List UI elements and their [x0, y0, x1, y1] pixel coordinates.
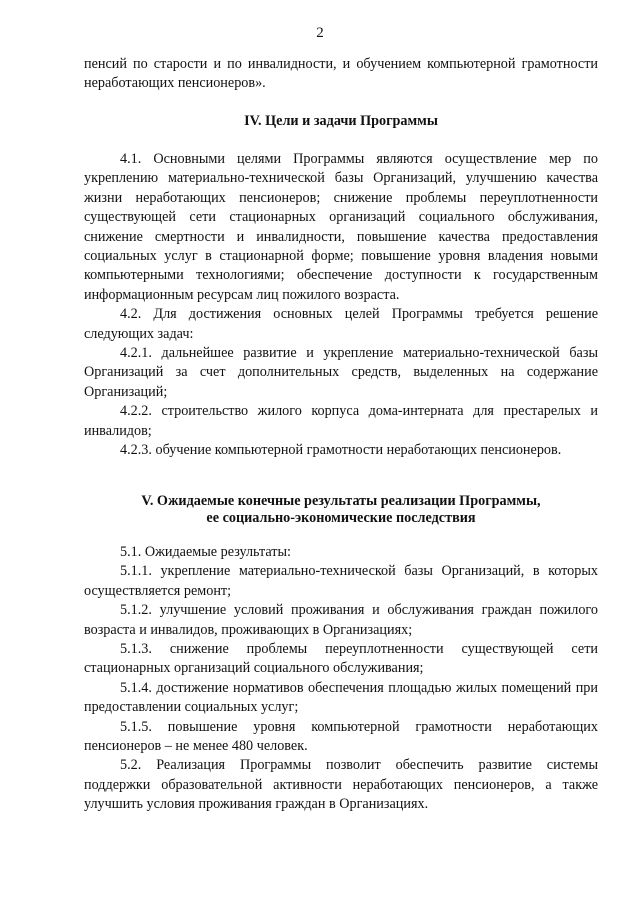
section-5-heading-block — [84, 493, 598, 527]
paragraph-5-2: 5.2. Реализация Программы позволит обеспечить развитие системы поддержки образовательной активности неработающих пенсионеров, а также улучшить условия проживания граждан в Организациях. — [84, 757, 598, 813]
intro-block — [84, 55, 598, 94]
section-5-heading-line-2: ее социально-экономические последствия — [206, 510, 476, 526]
paragraph-5-1-1: 5.1.1. укрепление материально-технической базы Организаций, в которых осуществляется ремонт; — [84, 563, 598, 599]
paragraph-5-1-2: 5.1.2. улучшение условий проживания и обслуживания граждан пожилого возраста и инвалидов, проживающих в Организациях; — [84, 602, 598, 638]
section-4-heading: IV. Цели и задачи Программы — [244, 113, 438, 129]
section-4-heading-block — [84, 113, 598, 130]
page-number: 2 — [316, 25, 324, 41]
section-5-body — [84, 543, 598, 815]
section-5-heading-line-1: V. Ожидаемые конечные результаты реализации Программы, — [141, 493, 541, 509]
paragraph-5-1-5: 5.1.5. повышение уровня компьютерной грамотности неработающих пенсионеров – не менее 480 человек. — [84, 718, 598, 755]
paragraph-4-1: 4.1. Основными целями Программы являются осуществление мер по укреплению материально-технической базы Организаций, улучшению качества жизни неработающих пенсионеров; снижение проблемы переуплотненности существующей сети стационарных организаций социального обслуживания, снижение смертности и инвалидности, повышение качества предоставления социальных услуг в стационарной форме; повышение уровня владения новыми компьютерными технологиями; обеспечение доступности к государственным информационным ресурсам лиц пожилого возраста. — [84, 151, 598, 303]
paragraph-5-1: 5.1. Ожидаемые результаты: — [120, 544, 291, 560]
paragraph-5-1-3: 5.1.3. снижение проблемы переуплотненности существующей сети стационарных организаций социального обслуживания; — [84, 641, 598, 677]
paragraph-4-2-2: 4.2.2. строительство жилого корпуса дома-интерната для престарелых и инвалидов; — [84, 403, 598, 439]
section-4-body — [84, 150, 598, 461]
intro-paragraph: пенсий по старости и по инвалидности, и обучением компьютерной грамотности неработающих пенсионеров». — [84, 56, 598, 92]
paragraph-4-2-1: 4.2.1. дальнейшее развитие и укрепление материально-технической базы Организаций за счет дополнительных средств, выделенных на содержание Организаций; — [84, 345, 598, 400]
paragraph-4-2: 4.2. Для достижения основных целей Программы требуется решение следующих задач: — [84, 306, 598, 342]
paragraph-5-1-4: 5.1.4. достижение нормативов обеспечения площадью жилых помещений при предоставлении социальных услуг; — [84, 679, 598, 716]
paragraph-4-2-3: 4.2.3. обучение компьютерной грамотности неработающих пенсионеров. — [120, 442, 562, 459]
